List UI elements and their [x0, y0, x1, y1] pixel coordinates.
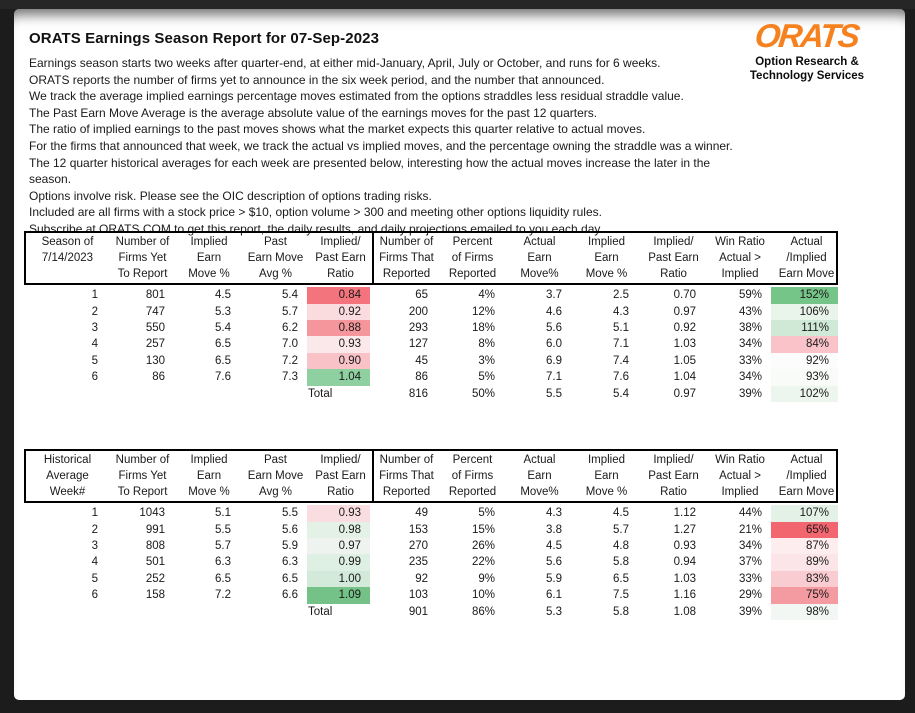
cell: 1.04 — [673, 371, 696, 384]
column-header: Actual /Implied Earn Move — [778, 454, 835, 499]
column-header: Implied Earn Move % — [188, 236, 230, 281]
cell: 5.7 — [613, 523, 629, 536]
cell: 83% — [771, 571, 838, 587]
cell — [107, 386, 174, 402]
column-header: Win Ratio Actual > Implied — [715, 454, 765, 499]
table-row — [24, 522, 838, 538]
cell: 5.1 — [215, 507, 231, 520]
cell: 5.7 — [282, 305, 298, 318]
cell: 4.3 — [613, 305, 629, 318]
cell: 39% — [738, 605, 762, 618]
cell: 7.4 — [613, 354, 629, 367]
cell: 92% — [771, 353, 838, 369]
cell: 86% — [471, 605, 495, 618]
cell: 92 — [415, 572, 428, 585]
intro-line: For the firms that announced that week, we track the actual vs implied moves, and the percentage owning the straddle was a winner. — [29, 138, 733, 153]
window-backdrop-bar — [0, 0, 915, 9]
cell: 901 — [408, 605, 428, 618]
total-label: Total — [308, 605, 333, 618]
historical-average-table — [24, 449, 838, 620]
cell: 49 — [415, 507, 428, 520]
cell: 200 — [408, 305, 428, 318]
cell: 1.12 — [673, 507, 696, 520]
column-header: Implied/ Past Earn Ratio — [315, 236, 366, 281]
cell: 1.05 — [673, 354, 696, 367]
cell: 103 — [408, 589, 428, 602]
cell: 2 — [91, 305, 98, 318]
cell: 22% — [471, 556, 495, 569]
table-total-row — [24, 386, 838, 402]
table-row — [24, 336, 838, 352]
cell: 102% — [771, 386, 838, 402]
cell: 5.5 — [215, 523, 231, 536]
cell — [174, 386, 240, 402]
table-row — [24, 554, 838, 570]
table-row — [24, 505, 838, 521]
cell: 1.16 — [673, 589, 696, 602]
column-header: Implied Earn Move % — [188, 454, 230, 499]
table-body — [24, 287, 838, 402]
cell: 5.8 — [613, 556, 629, 569]
season-table — [24, 231, 838, 402]
column-header: Past Earn Move Avg % — [247, 454, 304, 499]
cell: 4.8 — [613, 540, 629, 553]
cell: 0.97 — [307, 538, 370, 554]
cell: 4.5 — [215, 289, 231, 302]
cell: 65% — [771, 522, 838, 538]
cell: 3% — [478, 354, 495, 367]
cell: 10% — [471, 589, 495, 602]
cell: 0.93 — [673, 540, 696, 553]
column-header: Season of 7/14/2023 — [41, 236, 94, 265]
cell — [24, 386, 107, 402]
cell — [107, 604, 174, 620]
cell: 4 — [91, 338, 98, 351]
cell: 5% — [478, 371, 495, 384]
column-header: Actual Earn Move% — [520, 454, 559, 499]
cell: 84% — [771, 336, 838, 352]
cell: 93% — [771, 369, 838, 385]
cell: 6 — [91, 589, 98, 602]
column-header: Win Ratio Actual > Implied — [715, 236, 765, 281]
cell: 6.5 — [613, 572, 629, 585]
cell: 7.5 — [613, 589, 629, 602]
cell: 34% — [738, 540, 762, 553]
cell: 59% — [738, 289, 762, 302]
cell: 6.2 — [282, 322, 298, 335]
cell: 293 — [408, 322, 428, 335]
cell — [24, 604, 107, 620]
cell: 1.03 — [673, 572, 696, 585]
cell: 6.5 — [215, 572, 231, 585]
cell: 6.6 — [282, 589, 298, 602]
cell: 7.2 — [215, 589, 231, 602]
cell: 153 — [408, 523, 428, 536]
cell: 1.04 — [307, 369, 370, 385]
orats-logo-wordmark-icon: ORATS — [753, 17, 861, 54]
cell: 5.3 — [546, 605, 562, 618]
cell: 5% — [478, 507, 495, 520]
table-row — [24, 369, 838, 385]
cell: 501 — [145, 556, 165, 569]
cell: 29% — [738, 589, 762, 602]
column-header: Percent of Firms Reported — [448, 454, 497, 499]
table-row — [24, 587, 838, 603]
table-body — [24, 505, 838, 620]
cell: 0.92 — [673, 322, 696, 335]
cell: 4.6 — [546, 305, 562, 318]
intro-paragraph — [29, 55, 749, 238]
cell: 5.6 — [282, 523, 298, 536]
cell: 7.1 — [613, 338, 629, 351]
cell: 158 — [145, 589, 165, 602]
cell: 747 — [145, 305, 165, 318]
cell: 106% — [771, 304, 838, 320]
cell: 3 — [91, 322, 98, 335]
cell: 257 — [145, 338, 165, 351]
cell: 1043 — [139, 507, 165, 520]
cell: 6.3 — [215, 556, 231, 569]
cell: 6.5 — [215, 354, 231, 367]
cell: 6.0 — [546, 338, 562, 351]
cell: 991 — [145, 523, 165, 536]
cell: 4.3 — [546, 507, 562, 520]
cell: 38% — [738, 322, 762, 335]
column-header: Number of Firms Yet To Report — [115, 236, 170, 281]
cell: 6.5 — [282, 572, 298, 585]
column-header: Percent of Firms Reported — [448, 236, 497, 281]
cell: 1.27 — [673, 523, 696, 536]
cell: 15% — [471, 523, 495, 536]
cell: 3 — [91, 540, 98, 553]
cell: 39% — [738, 387, 762, 400]
orats-logo-caption-line1: Option Research & — [755, 55, 859, 68]
cell: 5 — [91, 354, 98, 367]
cell: 75% — [771, 587, 838, 603]
column-header: Past Earn Move Avg % — [247, 236, 304, 281]
cell: 8% — [478, 338, 495, 351]
cell: 5.3 — [215, 305, 231, 318]
intro-line: ORATS reports the number of firms yet to announce in the six week period, and the number that announced. — [29, 72, 605, 87]
cell: 0.92 — [307, 304, 370, 320]
cell: 65 — [415, 289, 428, 302]
column-header: Number of Firms That Reported — [372, 233, 439, 283]
column-header: Implied Earn Move % — [585, 454, 628, 499]
column-header: Implied Earn Move % — [585, 236, 628, 281]
cell: 6.9 — [546, 354, 562, 367]
column-header: Number of Firms That Reported — [372, 451, 439, 501]
cell: 7.6 — [613, 371, 629, 384]
cell: 33% — [738, 572, 762, 585]
cell: 816 — [408, 387, 428, 400]
intro-line: The Past Earn Move Average is the average absolute value of the earnings moves for the past 12 quarters. — [29, 105, 598, 120]
cell: 5.4 — [282, 289, 298, 302]
cell: 0.94 — [673, 556, 696, 569]
cell: 127 — [408, 338, 428, 351]
cell: 86 — [415, 371, 428, 384]
cell: 7.3 — [282, 371, 298, 384]
intro-line: The ratio of implied earnings to the past moves shows what the market expects this quarter relative to actual moves. — [29, 122, 646, 137]
cell: 0.97 — [673, 387, 696, 400]
cell: 252 — [145, 572, 165, 585]
cell: 86 — [152, 371, 165, 384]
cell: 111% — [771, 320, 838, 336]
intro-line: Subscribe at ORATS.COM to get this report, the daily results, and daily projections emailed to you each day. — [29, 221, 603, 236]
column-header: Implied/ Past Earn Ratio — [648, 454, 699, 499]
cell: 89% — [771, 554, 838, 570]
cell: 0.93 — [307, 505, 370, 521]
cell: 43% — [738, 305, 762, 318]
report-page — [14, 9, 905, 700]
cell: 4 — [91, 556, 98, 569]
table-row — [24, 538, 838, 554]
cell: 5.6 — [546, 322, 562, 335]
cell: 0.98 — [307, 522, 370, 538]
table-header — [24, 449, 838, 503]
table-row — [24, 353, 838, 369]
cell: 6 — [91, 371, 98, 384]
cell: 26% — [471, 540, 495, 553]
cell: 7.1 — [546, 371, 562, 384]
cell: 50% — [471, 387, 495, 400]
cell — [174, 604, 240, 620]
cell: 808 — [145, 540, 165, 553]
column-header: Number of Firms Yet To Report — [115, 454, 170, 499]
cell: 34% — [738, 371, 762, 384]
table-total-row — [24, 604, 838, 620]
cell: 98% — [771, 604, 838, 620]
cell: 1.09 — [307, 587, 370, 603]
cell: 4.5 — [546, 540, 562, 553]
cell: 18% — [471, 322, 495, 335]
cell: 2.5 — [613, 289, 629, 302]
column-header: Actual /Implied Earn Move — [778, 236, 835, 281]
cell: 87% — [771, 538, 838, 554]
cell: 1.00 — [307, 571, 370, 587]
cell: 33% — [738, 354, 762, 367]
cell: 7.0 — [282, 338, 298, 351]
cell: 3.7 — [546, 289, 562, 302]
cell: 5.9 — [546, 572, 562, 585]
column-header: Implied/ Past Earn Ratio — [315, 454, 366, 499]
cell: 0.88 — [307, 320, 370, 336]
table-row — [24, 571, 838, 587]
intro-line: Included are all firms with a stock price > $10, option volume > 300 and meeting other options liquidity rules. — [29, 205, 602, 220]
cell: 5.7 — [215, 540, 231, 553]
cell: 107% — [771, 505, 838, 521]
intro-line: The 12 quarter historical averages for each week are presented below, interesting how the actual moves increase the later in the season. — [29, 155, 711, 187]
cell: 5.6 — [546, 556, 562, 569]
cell: 4.5 — [613, 507, 629, 520]
table-row — [24, 304, 838, 320]
cell: 0.90 — [307, 353, 370, 369]
cell: 6.3 — [282, 556, 298, 569]
cell: 1.03 — [673, 338, 696, 351]
cell: 1 — [91, 289, 98, 302]
cell: 0.84 — [307, 287, 370, 303]
cell: 2 — [91, 523, 98, 536]
cell: 37% — [738, 556, 762, 569]
cell: 5.5 — [282, 507, 298, 520]
cell: 0.70 — [673, 289, 696, 302]
table-header — [24, 231, 838, 285]
cell: 6.5 — [215, 338, 231, 351]
cell — [240, 604, 307, 620]
page-title: ORATS Earnings Season Report for 07-Sep-2023 — [29, 30, 380, 47]
cell: 270 — [408, 540, 428, 553]
cell: 5 — [91, 572, 98, 585]
cell: 5.5 — [546, 387, 562, 400]
cell: 7.2 — [282, 354, 298, 367]
cell: 21% — [738, 523, 762, 536]
cell: 1 — [91, 507, 98, 520]
cell: 235 — [408, 556, 428, 569]
table-row — [24, 287, 838, 303]
cell: 5.9 — [282, 540, 298, 553]
cell: 0.99 — [307, 554, 370, 570]
cell: 0.93 — [307, 336, 370, 352]
cell: 6.1 — [546, 589, 562, 602]
cell: 5.8 — [613, 605, 629, 618]
intro-line: Options involve risk. Please see the OIC description of options trading risks. — [29, 188, 432, 203]
cell — [240, 386, 307, 402]
cell: 5.4 — [613, 387, 629, 400]
cell: 4% — [478, 289, 495, 302]
cell: 801 — [145, 289, 165, 302]
column-header: Historical Average Week# — [43, 454, 92, 499]
table-row — [24, 320, 838, 336]
orats-logo — [737, 19, 877, 83]
orats-logo-caption — [737, 55, 877, 84]
cell: 45 — [415, 354, 428, 367]
total-label: Total — [308, 387, 333, 400]
cell: 130 — [145, 354, 165, 367]
cell: 5.1 — [613, 322, 629, 335]
cell: 34% — [738, 338, 762, 351]
cell: 152% — [771, 287, 838, 303]
column-header: Actual Earn Move% — [520, 236, 559, 281]
cell: 9% — [478, 572, 495, 585]
cell: 0.97 — [673, 305, 696, 318]
cell: 3.8 — [546, 523, 562, 536]
cell: 550 — [145, 322, 165, 335]
intro-line: Earnings season starts two weeks after quarter-end, at either mid-January, April, July or October, and runs for 6 weeks. — [29, 56, 661, 70]
cell: 7.6 — [215, 371, 231, 384]
cell: 1.08 — [673, 605, 696, 618]
cell: 5.4 — [215, 322, 231, 335]
cell: 12% — [471, 305, 495, 318]
column-header: Implied/ Past Earn Ratio — [648, 236, 699, 281]
intro-line: We track the average implied earnings percentage moves estimated from the options straddles less residual straddle value. — [29, 89, 684, 104]
cell: 44% — [738, 507, 762, 520]
orats-logo-caption-line2: Technology Services — [749, 70, 865, 83]
